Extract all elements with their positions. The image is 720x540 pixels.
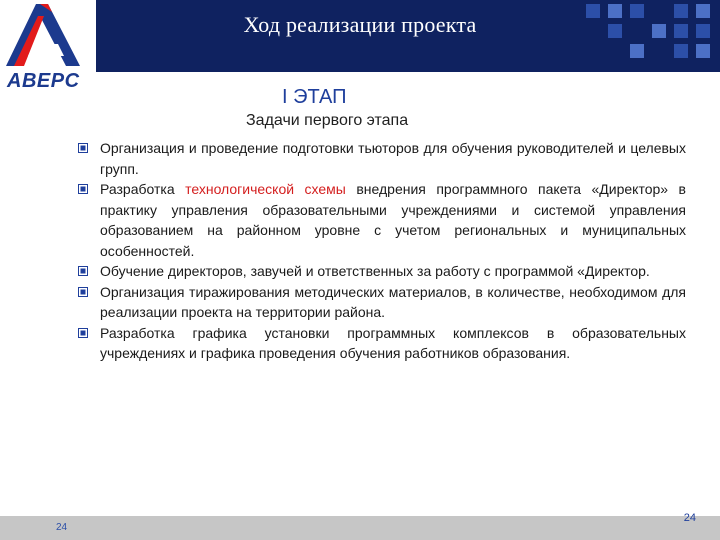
stage-title: I ЭТАП	[282, 86, 347, 108]
list-item	[74, 179, 686, 261]
tasks-list	[74, 138, 686, 364]
checkbox-bullet-icon	[78, 266, 88, 276]
square-icon	[696, 44, 710, 58]
square-icon	[586, 4, 600, 18]
checkbox-bullet-icon	[78, 287, 88, 297]
list-item	[74, 282, 686, 323]
square-icon	[696, 4, 710, 18]
company-logo	[0, 0, 96, 96]
square-icon	[630, 44, 644, 58]
square-icon	[608, 4, 622, 18]
checkbox-bullet-icon	[78, 328, 88, 338]
list-item	[74, 138, 686, 179]
slide-title: Ход реализации проекта	[243, 12, 477, 37]
page-number-right: 24	[683, 512, 696, 524]
square-icon	[630, 4, 644, 18]
stage-subtitle: Задачи первого этапа	[246, 112, 409, 129]
logo-name: АВЕРС	[7, 70, 80, 92]
square-icon	[652, 24, 666, 38]
checkbox-bullet-icon	[78, 143, 88, 153]
triangle-logo-icon	[0, 0, 96, 72]
list-item	[74, 261, 686, 282]
task-text-post: внедрения программного пакета «Директор» в практику управления образовательными учреждениями и системой управления образованием на районном уровне с учетом региональных и муниципальных особенностей.	[100, 181, 686, 259]
square-icon	[696, 24, 710, 38]
checkbox-bullet-icon	[78, 184, 88, 194]
square-icon	[674, 4, 688, 18]
task-text: Организация тиражирования методических материалов, в количестве, необходимом для реализации проекта на территории района.	[100, 283, 686, 320]
footer-bar	[0, 512, 720, 540]
task-text-pre: Разработка	[100, 181, 186, 197]
task-text: Разработка графика установки программных комплексов в образовательных учреждениях и графика проведения обучения работников образования.	[100, 324, 686, 361]
task-text: Организация и проведение подготовки тьюторов для обучения руководителей и целевых групп.	[100, 140, 686, 177]
task-text-highlight: технологической схемы	[185, 181, 346, 197]
task-text: Обучение директоров, завучей и ответственных за работу с программой «Директор.	[100, 263, 650, 279]
list-item	[74, 323, 686, 364]
square-icon	[674, 24, 688, 38]
decorative-squares	[580, 0, 720, 72]
square-icon	[608, 24, 622, 38]
square-icon	[674, 44, 688, 58]
header-band	[0, 0, 720, 72]
page-number-left: 24	[56, 522, 68, 533]
